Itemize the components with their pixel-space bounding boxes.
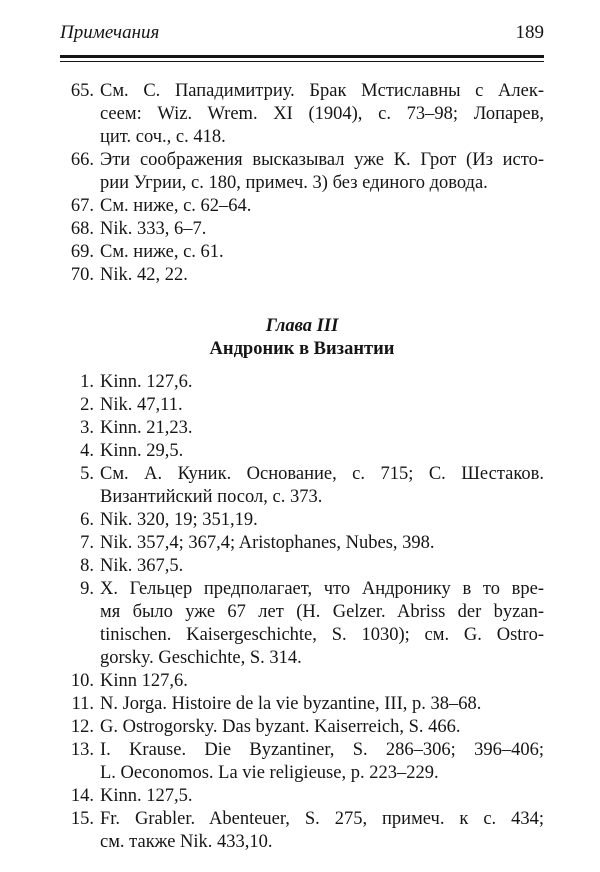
note-text [100,440,544,463]
note-number: 7. [80,533,94,553]
note-text [100,716,544,739]
note-item [60,808,544,854]
note-line: Kinn. 127,6. [100,372,193,392]
note-line: Nik. 47,11. [100,395,183,415]
note-item [60,670,544,693]
note-line: Эти соображения высказывал уже К. Грот (Из исто- [100,150,544,170]
note-line: Nik. 320, 19; 351,19. [100,510,258,530]
note-text [100,195,544,218]
note-line: N. Jorga. Histoire de la vie byzantine, III, p. 38–68. [100,694,482,714]
note-line: Kinn 127,6. [100,671,188,691]
note-text [100,394,544,417]
note-line: Kinn. 127,5. [100,786,193,806]
note-line: L. Oeconomos. La vie religieuse, p. 223–229. [100,763,439,783]
chapter-title: Андроник в Византии [209,339,395,359]
note-number: 67. [70,196,94,216]
note-item [60,241,544,264]
page-number: 189 [515,22,544,43]
note-line: G. Ostrogorsky. Das byzant. Kaiserreich, S. 466. [100,717,461,737]
note-number: 12. [70,717,94,737]
note-number: 5. [80,464,94,484]
chapter-label: Глава III [265,316,339,336]
note-text [100,670,544,693]
note-text [100,509,544,532]
note-line: Nik. 333, 6–7. [100,219,207,239]
note-number: 15. [70,809,94,829]
note-text [100,578,544,670]
note-text [100,555,544,578]
note-item [60,417,544,440]
note-number: 4. [80,441,94,461]
note-text [100,218,544,241]
note-line: tinischen. Kaisergeschichte, S. 1030); см. G. Ostro- [100,625,544,645]
note-number: 70. [70,265,94,285]
note-item [60,149,544,195]
note-item [60,80,544,149]
note-item [60,463,544,509]
note-text [100,149,544,195]
note-line: мя было уже 67 лет (H. Gelzer. Abriss der byzan- [100,602,544,622]
note-item [60,440,544,463]
note-item [60,264,544,287]
note-number: 2. [80,395,94,415]
note-number: 3. [80,418,94,438]
header-rule-thin [60,61,544,62]
note-line: gorsky. Geschichte, S. 314. [100,648,302,668]
note-text [100,693,544,716]
note-number: 13. [70,740,94,760]
note-number: 66. [70,150,94,170]
note-number: 14. [70,786,94,806]
note-line: Nik. 42, 22. [100,265,188,285]
note-text [100,739,544,785]
note-text [100,371,544,394]
note-line: Kinn. 21,23. [100,418,193,438]
note-text [100,463,544,509]
note-text [100,808,544,854]
note-line: рии Угрии, с. 180, примеч. 3) без единого довода. [100,173,488,193]
note-text [100,264,544,287]
note-line: См. С. Пападимитриу. Брак Мстиславны с Алек- [100,81,544,101]
note-number: 69. [70,242,94,262]
note-line: см. также Nik. 433,10. [100,832,273,852]
note-number: 6. [80,510,94,530]
note-text [100,80,544,149]
note-line: Nik. 367,5. [100,556,184,576]
note-item [60,195,544,218]
notes-list-chapter-2 [60,80,544,287]
note-line: Византийский посол, с. 373. [100,487,323,507]
note-item [60,509,544,532]
note-item [60,578,544,670]
note-item [60,532,544,555]
note-item [60,555,544,578]
chapter-heading [60,315,544,361]
note-text [100,241,544,264]
note-number: 1. [80,372,94,392]
note-line: I. Krause. Die Byzantiner, S. 286–306; 396–406; [100,740,544,760]
note-item [60,693,544,716]
note-number: 9. [80,579,94,599]
note-number: 65. [70,81,94,101]
header-rule-thick [60,55,544,58]
note-line: См. ниже, с. 62–64. [100,196,252,216]
note-item [60,371,544,394]
running-header [60,22,544,52]
note-number: 8. [80,556,94,576]
note-item [60,394,544,417]
note-line: цит. соч., с. 418. [100,127,226,147]
note-item [60,785,544,808]
note-text [100,785,544,808]
notes-list-chapter-3 [60,371,544,854]
note-number: 68. [70,219,94,239]
note-text [100,532,544,555]
note-line: Nik. 357,4; 367,4; Aristophanes, Nubes, 398. [100,533,435,553]
note-line: См. ниже, с. 61. [100,242,224,262]
note-number: 10. [70,671,94,691]
note-number: 11. [71,694,94,714]
note-item [60,716,544,739]
note-line: Х. Гельцер предполагает, что Андронику в то вре- [100,579,544,599]
note-line: Fr. Grabler. Abenteuer, S. 275, примеч. к с. 434; [100,809,544,829]
running-title: Примечания [60,22,160,43]
note-item [60,218,544,241]
note-text [100,417,544,440]
note-line: Kinn. 29,5. [100,441,184,461]
note-line: сеем: Wiz. Wrem. XI (1904), с. 73–98; Лопарев, [100,104,544,124]
book-page [60,22,544,854]
note-item [60,739,544,785]
note-line: См. А. Куник. Основание, с. 715; С. Шестаков. [100,464,544,484]
